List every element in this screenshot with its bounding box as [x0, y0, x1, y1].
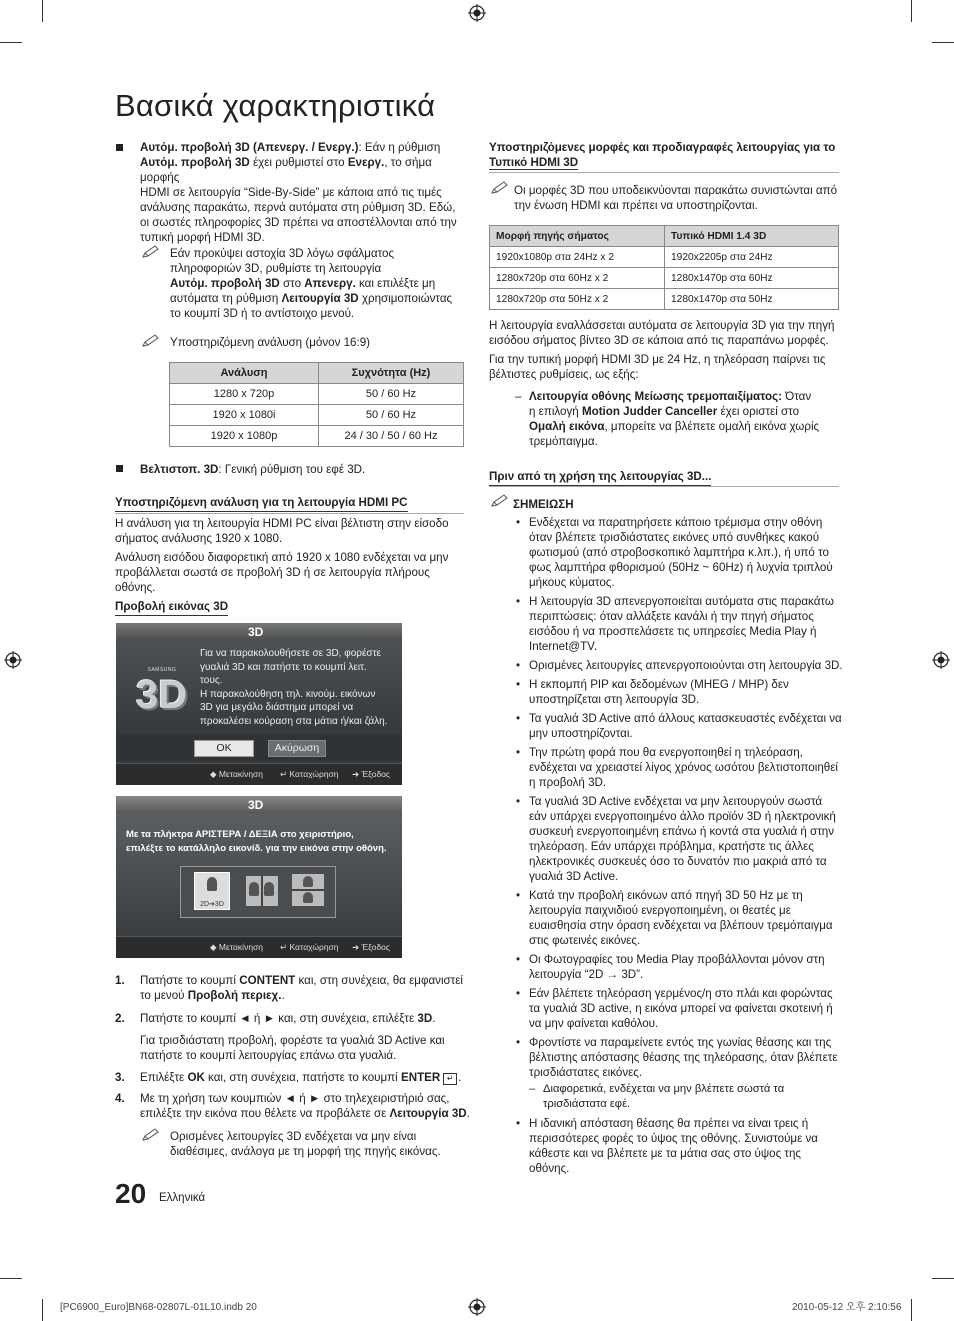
page-number: 20 [115, 1178, 147, 1209]
step-3: Επιλέξτε OK και, στη συνέχεια, πατήστε το κουμπί ENTER ↵ . [140, 1071, 462, 1084]
list-item: • Η λειτουργία 3D απενεργοποιείται αυτόματα στις παρακάτω περιπτώσεις: όταν αλλάξετε κανάλι ή την πηγή σήματος εισόδου ή να προσπελάσετε τις υπηρεσίες Media Play ή Internet@TV. [516, 595, 834, 653]
note-availability: Ορισμένες λειτουργίες 3D ενδέχεται να μην είναι διαθέσιμες, ανάλογα με τη μορφή της πηγής εικόνας. [170, 1130, 441, 1158]
table-header: Μορφή πηγής σήματος [490, 226, 665, 247]
crop-mark [0, 1278, 22, 1279]
mode-top-bottom-icon[interactable] [292, 874, 324, 906]
table-header: Συχνότητα (Hz) [319, 363, 464, 384]
step-2-extra: Για τρισδιάστατη προβολή, φορέστε τα γυαλιά 3D Active και πατήστε το κουμπί λειτουργίας επάνω στα γυαλιά. [140, 1034, 445, 1062]
note-label: ΣΗΜΕΙΩΣΗ [513, 498, 574, 511]
view-3d-heading: Προβολή εικόνας 3D [115, 599, 228, 616]
screen-message: Για να παρακολουθήσετε σε 3D, φορέστε γυαλιά 3D και πατήστε το κουμπί λειτ. τους. Η παρακολούθηση τηλ. κινούμ. εικόνων 3D για μεγάλο διάστημα μπορεί να προκαλέσει κούραση στα μάτια ή/και ζάλη. [200, 648, 388, 727]
list-item: • Οι Φωτογραφίες του Media Play προβάλλονται μόνον στη λειτουργία “2D → 3D”. [516, 953, 825, 981]
samsung-3d-logo-icon: SAMSUNG 3D [136, 667, 188, 717]
mode-side-by-side-icon[interactable] [246, 876, 278, 906]
auto-switch-paragraph: Η λειτουργία εναλλάσσεται αυτόματα σε λειτουργία 3D για την πηγή εισόδου σήματος βίντεο 3D σε κάποια από τις παραπάνω μορφές. Για την τυπική μορφή HDMI 3D με 24 Hz, η τηλεόραση παίρνει τις βέλτιστες ρυθμίσεις, ως εξής: [489, 319, 835, 381]
list-item: • Τα γυαλιά 3D Active ενδέχεται να μην λειτουργούν σωστά εάν υπάρχει ενεργοποιημένο άλλο προϊόν 3D ή ηλεκτρονική συσκευή ενεργοποιημένη επάνω ή κοντά στα γυαλιά ή στην τηλεόραση. Εάν υπάρχει πρόβλημα, κρατήστε τις άλλες ηλεκτρονικές συσκευές όσο το δυνατόν πιο μακριά από τα γυαλιά 3D Active. [516, 795, 836, 883]
square-bullet-icon [116, 144, 123, 151]
nav-enter: ↵ Καταχώρηση [280, 942, 339, 952]
formats-heading: Υποστηριζόμενες μορφές και προδιαγραφές λειτουργίας για το Τυπικό HDMI 3D [489, 141, 836, 169]
footer-date: 2010-05-12 오후 2:10:56 [792, 1302, 902, 1313]
section-heading: Πριν από τη χρήση της λειτουργίας 3D... [489, 469, 711, 486]
crop-mark [911, 0, 912, 22]
screen-body [116, 641, 402, 761]
heading-rule [489, 172, 839, 173]
nav-exit: ➜ Έξοδος [352, 769, 391, 779]
cancel-button[interactable]: Ακύρωση [268, 740, 326, 757]
hdmi-pc-paragraph: Η ανάλυση για τη λειτουργία HDMI PC είναι βέλτιστη στην είσοδο σήματος ανάλυσης 1920 x 1080. Ανάλυση εισόδου διαφορετική από 1920 x 1080 ενδέχεται να μην προβάλλεται σωστά σε προβολή 3D ή σε λειτουργία πλήρους οθόνης. [115, 517, 449, 594]
step-number: 3. [115, 1071, 125, 1084]
screen-body [116, 814, 402, 936]
mode-2d-to-3d-icon[interactable]: 2D➔3D [194, 872, 230, 910]
table-row: 1920 x 1080i 50 / 60 Hz [170, 405, 464, 426]
screen-header: 3D [116, 796, 402, 814]
step-4: Με τη χρήση των κουμπιών ◄ ή ► στο τηλεχειριστήριό σας, επιλέξτε την εικόνα που θέλετε να προβάλετε σε Λειτουργία 3D. [140, 1092, 470, 1120]
list-item: • Ορισμένες λειτουργίες απενεργοποιούνται στη λειτουργία 3D. [516, 659, 843, 672]
registration-mark-icon [468, 4, 486, 22]
registration-mark-icon [4, 651, 22, 669]
list-item: • Τα γυαλιά 3D Active από άλλους κατασκευαστές ενδέχεται να μην υποστηρίζονται. [516, 712, 842, 740]
note-pencil-icon [142, 1128, 160, 1142]
step-2: Πατήστε το κουμπί ◄ ή ► και, στη συνέχεια, επιλέξτε 3D. [140, 1012, 436, 1025]
note-pencil-icon [142, 334, 160, 348]
crop-mark [932, 42, 954, 43]
note-pencil-icon [142, 245, 160, 259]
nav-move: ◆ Μετακίνηση [210, 769, 264, 779]
registration-mark-icon [932, 651, 950, 669]
auto3d-paragraph: Αυτόμ. προβολή 3D (Απενεργ. / Ενεργ.): Εάν η ρύθμιση Αυτόμ. προβολή 3D έχει ρυθμιστεί στο Ενεργ., το σήμα μορφής HDMI σε λειτουργία “Side-By-Side” με κάποια από τις τιμές ανάλυσης παρακάτω, περνά αυτόματα στη ρύθμιση 3D. Εδώ, οι σωστές πληροφορίες 3D πρέπει να αποστέλλονται από την τυπική μορφή HDMI 3D. [140, 141, 457, 244]
optimal-3d-paragraph: Βελτιστοπ. 3D: Γενική ρύθμιση του εφέ 3D. [140, 463, 366, 476]
sub-dash-item: – Διαφορετικά, ενδέχεται να μην βλέπετε σωστά τα τρισδιάστατα εφέ. [529, 1083, 785, 1110]
table-row: 1280 x 720p 50 / 60 Hz [170, 384, 464, 405]
footer-file: [PC6900_Euro]BN68-02807L-01L10.indb 20 [60, 1302, 257, 1313]
list-item: • Η εκπομπή PIP και δεδομένων (MHEG / MHP) δεν υποστηρίζεται στη λειτουργία 3D. [516, 678, 789, 706]
page-language: Ελληνικά [159, 1192, 206, 1204]
list-item: • Κατά την προβολή εικόνων από πηγή 3D 50 Hz με τη λειτουργία παιχνιδιού ενεργοποιημένη, οι θεατές με ευαισθησία στην όραση ενδέχεται να βλέπουν τρεμόπαιγμα στις φωτεινές εικόνες. [516, 889, 833, 947]
tv-screen-3d-mode-select [116, 796, 402, 958]
button-bar [116, 735, 402, 761]
step-1: Πατήστε το κουμπί CONTENT και, στη συνέχεια, θα εμφανιστεί το μενού Προβολή περιεχ.. [140, 974, 464, 1002]
table-row: 1920 x 1080p 24 / 30 / 50 / 60 Hz [170, 426, 464, 447]
dash-bullet: – [515, 390, 522, 403]
table-row: 1280x720p στα 60Hz x 2 1280x1470p στα 60Hz [490, 268, 839, 289]
tv-screen-3d-warning [116, 623, 402, 785]
before-use-heading-rule [489, 469, 839, 487]
list-item: • Η ιδανική απόσταση θέασης θα πρέπει να είναι τρεις ή περισσότερες φορές το ύψος της οθόνης. Συνιστούμε να κάθεστε και να βλέπετε με τα μάτια σας στο ύψος της οθόνης. [516, 1117, 818, 1175]
list-item: • Φροντίστε να παραμείνετε εντός της γωνίας θέασης και της βέλτιστης απόστασης θέασης της τηλεόρασης, όταν βλέπετε τρισδιάστατες εικόνες. – Διαφορετικά, ενδέχεται να μην βλέπετε σωστά τα τρισδιάστατα εφέ. [529, 1035, 844, 1112]
screen-footer [116, 763, 402, 785]
judder-paragraph: Λειτουργία οθόνης Μείωσης τρεμοπαιξίματος: Όταν η επιλογή Motion Judder Canceller έχει οριστεί στο Ομαλή εικόνα, μπορείτε να βλέπετε ομαλή εικόνα χωρίς τρεμόπαιγμα. [529, 390, 820, 448]
registration-mark-icon [468, 1298, 486, 1316]
crop-mark [932, 1278, 954, 1279]
hdmi-pc-heading-rule [115, 495, 464, 514]
note-pencil-icon [491, 181, 509, 195]
step-number: 4. [115, 1092, 125, 1105]
notes-list [516, 515, 844, 1180]
note-pencil-icon [491, 494, 509, 508]
screen-footer [116, 936, 402, 958]
screen-message: Με τα πλήκτρα ΑΡΙΣΤΕΡΑ / ΔΕΞΙΑ στο χειριστήριο, επιλέξτε το κατάλληλο εικονίδ. για την εικόνα στην οθόνη. [126, 829, 387, 854]
crop-mark [42, 1299, 43, 1321]
list-item: • Εάν βλέπετε τηλεόραση γερμένος/η στο πλάι και φορώντας τα γυαλιά 3D active, η εικόνα μπορεί να φαίνεται σκοτεινή ή να μην φαίνεται καθόλου. [516, 987, 833, 1030]
table-header: Τυπικό HDMI 1.4 3D [665, 226, 839, 247]
step-number: 2. [115, 1012, 125, 1025]
list-item: • Ενδέχεται να παρατηρήσετε κάποιο τρέμισμα στην οθόνη όταν βλέπετε τρισδιάστατες εικόνες υπό συνθήκες κακού φωτισμού (από στροβοσκοπικό λαμπτήρα κ.λπ.), ή υπό το φως λαμπτήρα φθορισμού (50Hz ~ 60Hz) ή λυχνία τριπλού μήκους κύματος. [516, 516, 833, 589]
note-formats: Οι μορφές 3D που υποδεικνύονται παρακάτω συνιστώνται από την ένωση HDMI και πρέπει να υποστηρίζονται. [514, 184, 838, 212]
crop-mark [911, 1299, 912, 1321]
table-row: 1280x720p στα 50Hz x 2 1280x1470p στα 50Hz [490, 289, 839, 310]
format-table [489, 225, 839, 310]
nav-exit: ➜ Έξοδος [352, 942, 391, 952]
resolution-table [169, 362, 464, 447]
note-3d-failure: Εάν προκύψει αστοχία 3D λόγω σφάλματος πληροφοριών 3D, ρυθμίστε τη λειτουργία Αυτόμ. προβολή 3D στο Απενεργ. και επιλέξτε μη αυτόματα τη ρύθμιση Λειτουργία 3D χρησιμοποιώντας το κουμπί 3D ή το αντίστοιχο μενού. [170, 247, 453, 320]
list-item: • Την πρώτη φορά που θα ενεργοποιηθεί η τηλεόραση, ενδέχεται να χρειαστεί λίγος χρόνος ωσότου βελτιστοποιηθεί η προβολή 3D. [516, 746, 838, 789]
page-title: Βασικά χαρακτηριστικά [115, 88, 436, 123]
section-heading: Υποστηριζόμενη ανάλυση για τη λειτουργία HDMI PC [115, 495, 408, 512]
step-number: 1. [115, 974, 125, 987]
crop-mark [0, 42, 22, 43]
ok-button[interactable]: OK [194, 740, 254, 757]
nav-move: ◆ Μετακίνηση [210, 942, 264, 952]
crop-mark [42, 0, 43, 22]
note-supported-resolution: Υποστηριζόμενη ανάλυση (μόνον 16:9) [170, 336, 371, 349]
table-header: Ανάλυση [170, 363, 319, 384]
square-bullet-icon [116, 465, 123, 472]
table-row: 1920x1080p στα 24Hz x 2 1920x2205p στα 24Hz [490, 247, 839, 268]
screen-header: 3D [116, 623, 402, 641]
enter-key-icon: ↵ [443, 1073, 457, 1085]
nav-enter: ↵ Καταχώρηση [280, 769, 339, 779]
